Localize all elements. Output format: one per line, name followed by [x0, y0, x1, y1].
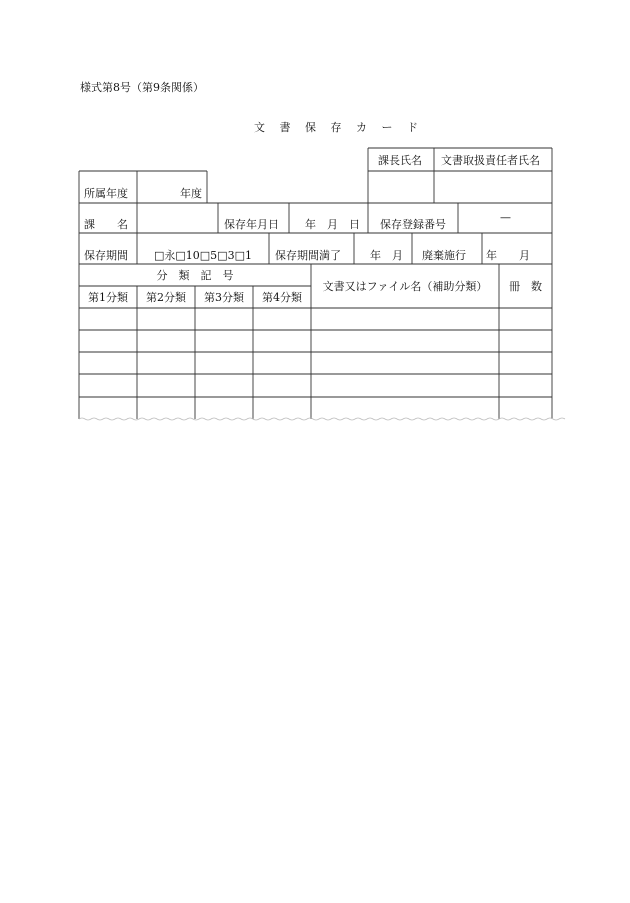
class-2-header: 第2分類: [146, 291, 186, 304]
affiliation-year-label: 所属年度: [84, 187, 128, 200]
retention-period-label: 保存期間: [84, 249, 128, 262]
registration-number-value: —: [500, 211, 511, 224]
retention-expiry-label: 保存期間満了: [275, 249, 341, 262]
year-unit-label: 年度: [180, 187, 202, 200]
storage-date-label: 保存年月日: [224, 218, 279, 231]
retention-period-options: □永□10□5□3□1: [154, 249, 252, 262]
form-number-note: 様式第8号（第9条関係）: [80, 81, 204, 94]
section-chief-label: 課長氏名: [378, 154, 422, 167]
registration-number-label: 保存登録番号: [380, 218, 446, 231]
classification-code-header: 分 類 記 号: [156, 269, 234, 282]
class-3-header: 第3分類: [204, 291, 244, 304]
storage-date-ymd: 年 月 日: [305, 218, 360, 231]
document-title: 文 書 保 存 カ ー ド: [254, 121, 424, 134]
class-1-header: 第1分類: [88, 291, 128, 304]
disposal-label: 廃棄施行: [422, 249, 466, 262]
disposal-ym: 年 月: [486, 249, 530, 262]
class-4-header: 第4分類: [262, 291, 302, 304]
section-name-label: 課 名: [84, 218, 128, 231]
volume-count-header: 冊 数: [509, 280, 542, 293]
document-name-header: 文書又はファイル名（補助分類）: [322, 280, 488, 293]
document-handler-label: 文書取扱責任者氏名: [441, 154, 540, 167]
retention-expiry-ym: 年 月: [370, 249, 403, 262]
